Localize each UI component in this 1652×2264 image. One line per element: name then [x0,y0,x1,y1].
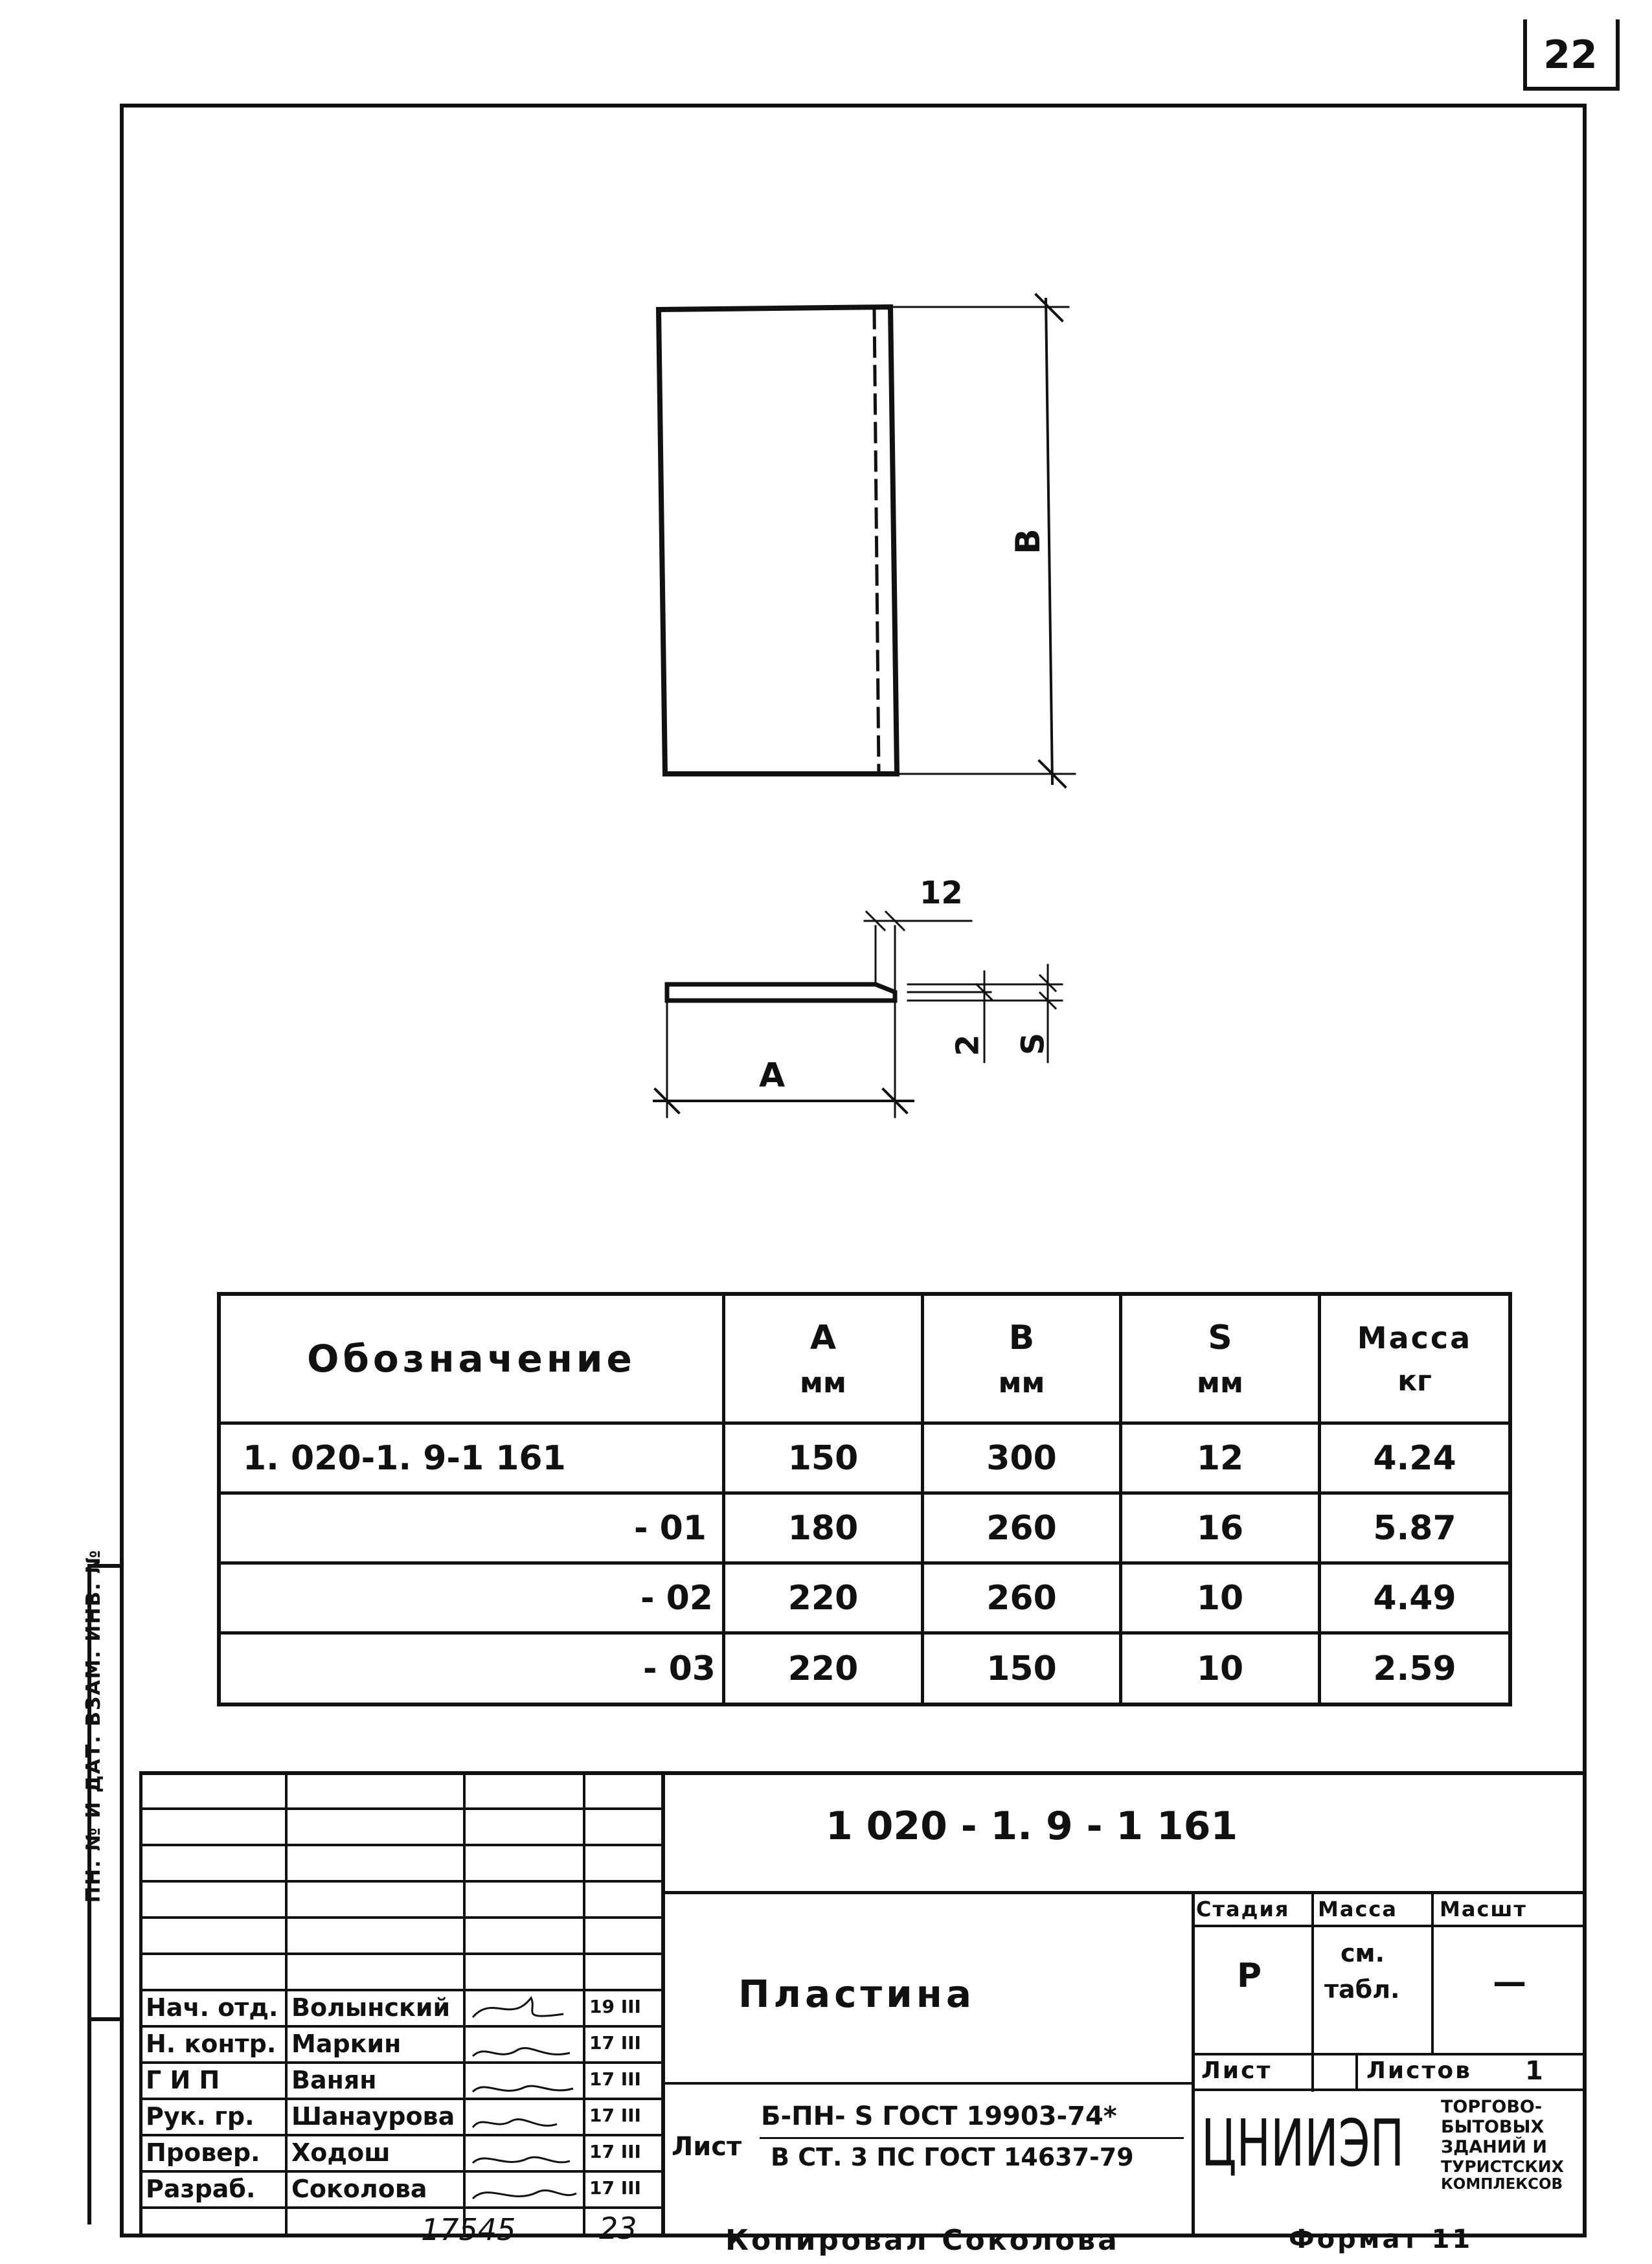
org-description [1441,2098,1587,2192]
org-logo: ЦНИИЭП [1201,2105,1405,2181]
staff-date: 17 III [589,2105,641,2126]
side-stamp: ПН. № И ДАТ. ВЗАМ. ИНВ. № [82,1548,105,1903]
table-row-s: 10 [1196,1578,1244,1618]
table-row-designation: - 02 [640,1578,713,1618]
footer-number-left: 17545 [421,2212,516,2247]
header-b [924,1296,1119,1421]
staff-role: Рук. гр. [146,2102,255,2131]
table-row-a: 150 [787,1438,859,1478]
material-top: Б-ПН- S ГОСТ 19903-74* [761,2101,1117,2131]
table-row-s: 12 [1196,1438,1244,1478]
header-a-unit: мм [800,1366,846,1399]
staff-name: Маркин [291,2030,402,2058]
stage-label: Стадия [1196,1897,1290,1921]
table-row-designation: - 01 [633,1508,707,1548]
sheets-value: 1 [1525,2056,1543,2086]
table-row-mass: 5.87 [1373,1508,1456,1548]
staff-name: Ходош [291,2138,390,2167]
footer-number-mid: 23 [599,2211,637,2246]
mass-value-line1: см. [1341,1939,1385,1967]
dimension-12-label: 12 [920,875,963,911]
header-a-name: A [809,1318,837,1357]
document-code: 1 020 - 1. 9 - 1 161 [826,1804,1238,1849]
org-desc-line: КОМПЛЕКСОВ [1441,2176,1563,2193]
header-s-name: S [1208,1318,1232,1357]
table-row-designation: 1. 020-1. 9-1 161 [243,1438,566,1478]
staff-date: 17 III [589,2177,641,2199]
footer-copied-by: Копировал Соколова [725,2224,1120,2257]
signatures [466,1991,583,2212]
stage-value: Р [1237,1956,1262,1995]
staff-name: Волынский [291,1993,451,2022]
staff-name: Соколова [291,2175,427,2203]
staff-role: Провер. [146,2138,260,2167]
table-row-b: 260 [986,1508,1057,1548]
spec-table [217,1292,1512,1706]
staff-name: Шанаурова [291,2102,455,2131]
staff-role: Разраб. [146,2175,256,2203]
table-row-s: 16 [1196,1508,1244,1548]
header-a [725,1296,921,1421]
header-designation: Обозначение [307,1337,636,1381]
header-mass-name: Масса [1357,1320,1473,1355]
header-b-name: B [1008,1318,1035,1357]
org-desc-line: ТУРИСТСКИХ [1441,2157,1564,2176]
table-row-mass: 4.24 [1373,1438,1456,1478]
header-s-unit: мм [1197,1366,1243,1399]
page-number: 22 [1543,32,1598,78]
staff-name: Ванян [291,2066,377,2094]
table-row-mass: 4.49 [1373,1578,1456,1618]
table-row-a: 220 [787,1649,859,1688]
table-row-mass: 2.59 [1373,1649,1456,1688]
header-s [1122,1296,1318,1421]
table-row-b: 260 [986,1578,1057,1618]
dimension-s-label: S [1015,1032,1052,1056]
part-name: Пластина [738,1972,976,2016]
table-row-b: 300 [986,1438,1057,1478]
mass-value-line2: табл. [1324,1975,1400,2004]
staff-role: Г И П [146,2066,220,2094]
table-row-s: 10 [1196,1649,1244,1688]
header-mass [1321,1296,1508,1421]
mass-label: Масса [1318,1897,1397,1921]
org-desc-line: БЫТОВЫХ [1441,2117,1545,2137]
table-row-b: 150 [986,1649,1057,1688]
staff-date: 17 III [589,2032,641,2054]
material-prefix: Лист [672,2132,742,2162]
table-row-a: 180 [787,1508,859,1548]
table-row-a: 220 [787,1578,859,1618]
staff-role: Нач. отд. [146,1993,278,2022]
title-block [139,1771,1587,2237]
header-mass-unit: кг [1397,1364,1432,1398]
sheets-label: Листов [1366,2057,1472,2084]
sheet-label: Лист [1201,2057,1273,2084]
staff-date: 19 III [589,1996,641,2017]
dimension-b-label: B [1008,528,1048,554]
header-b-unit: мм [998,1366,1045,1399]
dimension-2-label: 2 [949,1034,986,1056]
dimension-a-label: A [759,1056,786,1095]
org-desc-line: ЗДАНИЙ И [1441,2137,1547,2157]
scale-value: — [1493,1963,1526,2002]
staff-date: 17 III [589,2068,641,2090]
staff-role: Н. контр. [146,2030,277,2058]
org-desc-line: ТОРГОВО- [1441,2097,1543,2117]
footer-format: Формат 11 [1289,2224,1473,2254]
scale-label: Масшт [1440,1897,1527,1921]
table-row-designation: - 03 [642,1649,716,1688]
staff-date: 17 III [589,2141,641,2162]
material-bottom: В СТ. 3 ПС ГОСТ 14637-79 [771,2143,1134,2171]
